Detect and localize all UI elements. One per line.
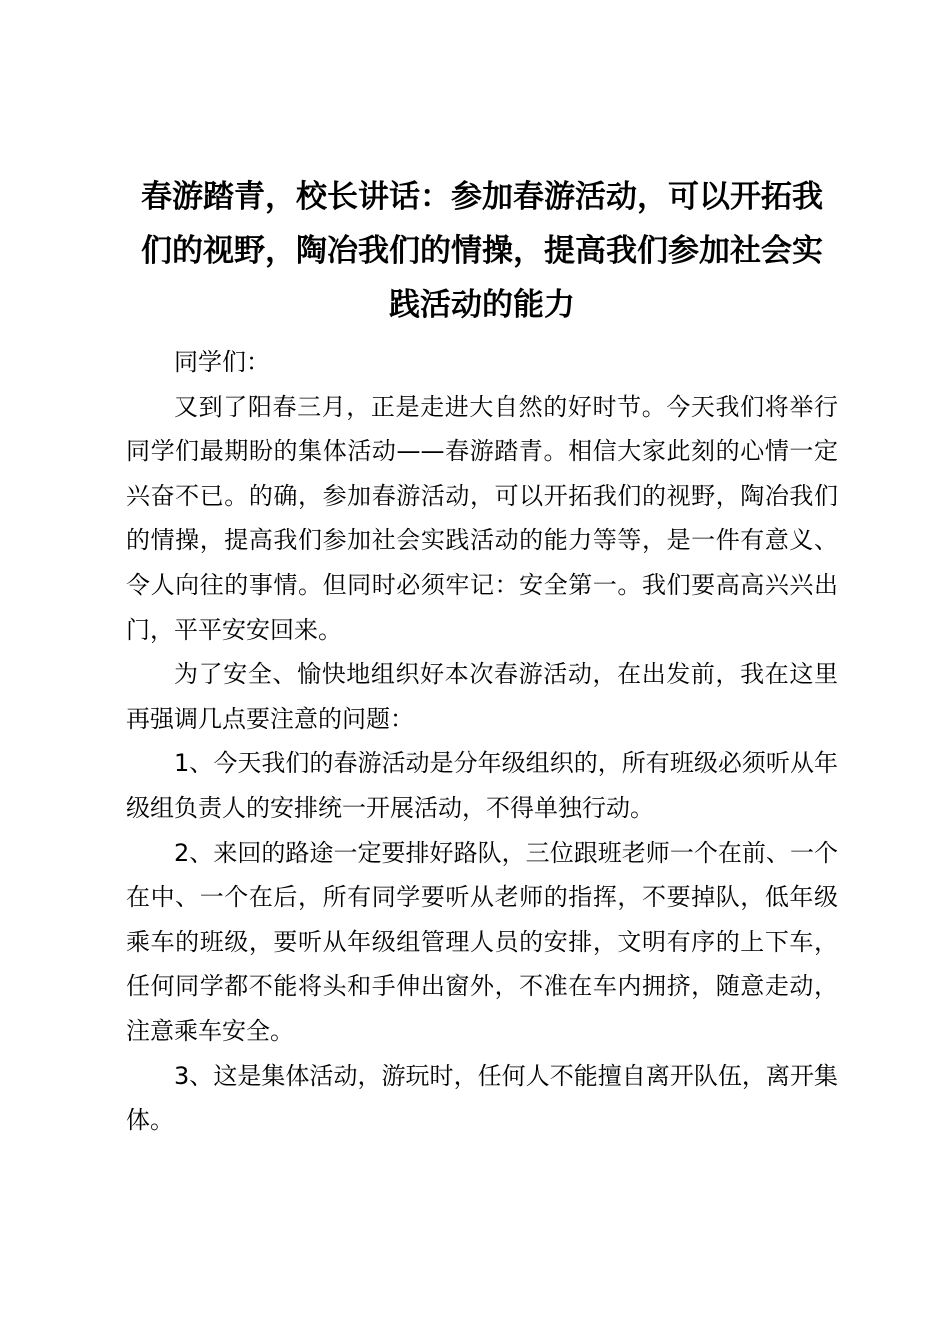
paragraph-item-1: 1、今天我们的春游活动是分年级组织的，所有班级必须听从年级组负责人的安排统一开展活动，不得单独行动。 <box>126 749 838 822</box>
document-title: 春游踏青，校长讲话：参加春游活动，可以开拓我们的视野，陶冶我们的情操，提高我们参加社会实践活动的能力 <box>141 179 823 323</box>
document-body <box>126 170 838 1143</box>
paragraph-item-2: 2、来回的路途一定要排好路队，三位跟班老师一个在前、一个在中、一个在后，所有同学要听从老师的指挥，不要掉队，低年级乘车的班级，要听从年级组管理人员的安排，文明有序的上下车，任何同学都不能将头和手伸出窗外，不准在车内拥挤，随意走动，注意乘车安全。 <box>126 838 838 1045</box>
paragraph-intro: 又到了阳春三月，正是走进大自然的好时节。今天我们将举行同学们最期盼的集体活动——春游踏青。相信大家此刻的心情一定兴奋不已。的确，参加春游活动，可以开拓我们的视野，陶冶我们的情操，提高我们参加社会实践活动的能力等等，是一件有意义、令人向往的事情。但同时必须牢记：安全第一。我们要高高兴兴出门，平平安安回来。 <box>126 392 838 644</box>
paragraph-notice: 为了安全、愉快地组织好本次春游活动，在出发前，我在这里再强调几点要注意的问题： <box>126 660 838 733</box>
paragraph-salutation: 同学们： <box>174 348 270 376</box>
paragraph-item-3: 3、这是集体活动，游玩时，任何人不能擅自离开队伍，离开集体。 <box>126 1061 838 1135</box>
